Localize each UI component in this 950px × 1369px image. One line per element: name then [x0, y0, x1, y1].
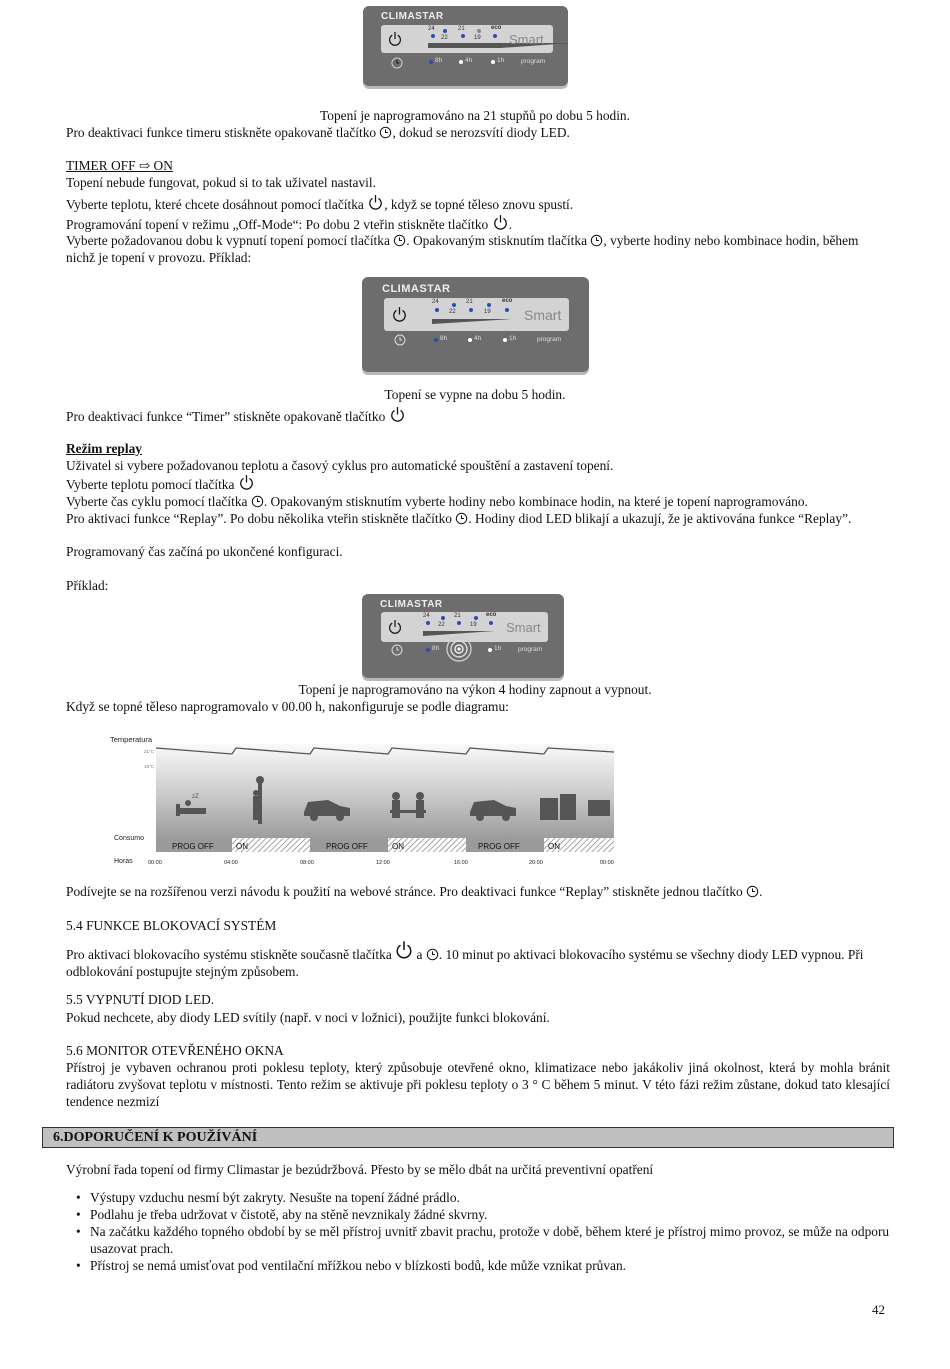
caption-1: Topení je naprogramováno na 21 stupňů po dobu 5 hodin. — [320, 108, 630, 123]
segment-label: PROG OFF — [172, 842, 214, 851]
power-icon — [389, 406, 406, 423]
replay-schedule-diagram — [108, 730, 620, 870]
timer-icon — [393, 234, 406, 247]
svg-text:19°C: 19°C — [144, 764, 155, 769]
timer-button-icon — [391, 644, 403, 656]
consumption-bar — [156, 838, 614, 852]
temperature-ramp — [428, 43, 568, 48]
list-item: • Výstupy vzduchu nesmí být zakryty. Nesušte na topení žádné prádlo. — [90, 1189, 916, 1206]
section-heading-5-6: 5.6 MONITOR OTEVŘENÉHO OKNA — [66, 1043, 284, 1058]
svg-text:20:00: 20:00 — [529, 860, 543, 866]
timer-icon — [251, 495, 264, 508]
list-item: • Podlahu je třeba udržovat v čistotě, aby na stěně nevznikaly žádné skvrny. — [90, 1206, 916, 1223]
power-icon — [367, 194, 384, 211]
list-item: • Přístroj se nemá umisťovat pod ventilační mřížkou nebo v blízkosti bodů, kde může vznikat průvan. — [90, 1257, 916, 1274]
diagram-consumo-label: Consumo — [114, 835, 144, 842]
section-6-header: 6.DOPORUČENÍ K POUŽÍVÁNÍ — [42, 1127, 894, 1148]
diagram-background — [156, 744, 614, 840]
list-item: • Na začátku každého topného období by se měl přístroj uvnitř zbavit prachu, protože v době, během které je přístroj mimo provoz, se může na odporu usazovat prach. — [90, 1223, 916, 1257]
segment-label: ON — [236, 842, 248, 851]
paragraph: Přístroj je vybaven ochranou proti poklesu teploty, který způsobuje otevřené okno, klimatizace nebo jakákoliv jiná okolnost, která by mohla bránit radiátoru zvyšovat teplotu v místnosti. Tento režim se aktivuje při poklesu teploty o 3 ° C během 5 minut. V této fázi režim zůstane, dokud tato klesající tendence nezmizí — [66, 1060, 890, 1109]
svg-text:04:00: 04:00 — [224, 860, 238, 866]
panel-brand: CLIMASTAR — [381, 11, 444, 22]
caption-2: Topení se vypne na dobu 5 hodin. — [384, 387, 566, 402]
timer-icon — [455, 512, 468, 525]
svg-text:00:00: 00:00 — [600, 860, 614, 866]
power-icon — [492, 214, 509, 231]
timer-icon — [590, 234, 603, 247]
svg-text:16:00: 16:00 — [454, 860, 468, 866]
control-panel-image: CLIMASTAR 24 21 eco 22 19 Smart 8h 4h 1h program — [362, 277, 589, 372]
timer-icon — [746, 885, 759, 898]
page-number: 42 — [872, 1302, 885, 1317]
segment-label: ON — [392, 842, 404, 851]
segment-label: PROG OFF — [478, 842, 520, 851]
timer-button-icon — [391, 57, 403, 69]
control-panel-image: CLIMASTAR 24 21 eco 22 19 Smart 8h 4h 1h program — [363, 6, 568, 86]
power-button-icon — [392, 306, 407, 323]
segment-label: PROG OFF — [326, 842, 368, 851]
power-button-icon — [388, 31, 402, 47]
power-button-icon — [388, 619, 402, 635]
section-heading-timer: TIMER OFF ⇨ ON — [66, 158, 173, 173]
section-heading-replay: Režim replay — [66, 441, 142, 456]
diagram-temperature-label: Temperatura — [110, 735, 153, 744]
timer-icon — [426, 948, 439, 961]
svg-text:12:00: 12:00 — [376, 860, 390, 866]
section-heading-5-5: 5.5 VYPNUTÍ DIOD LED. — [66, 992, 215, 1007]
timer-icon — [379, 126, 392, 139]
svg-text:00:00: 00:00 — [148, 860, 162, 866]
svg-text:21°C: 21°C — [144, 749, 155, 754]
panel-display: 24 21 eco 22 19 Smart — [381, 25, 553, 53]
blinking-led-icon — [446, 636, 472, 662]
paragraph: Pro deaktivaci funkce timeru stiskněte opakovaně tlačítko , dokud se nerozsvítí diody LED. — [66, 125, 570, 140]
timer-button-icon — [394, 334, 406, 346]
svg-text:08:00: 08:00 — [300, 860, 314, 866]
temperature-ramp — [432, 319, 512, 324]
svg-text:zZ: zZ — [192, 794, 199, 800]
control-panel-image: CLIMASTAR 24 21 eco 22 19 Smart 8h 1h program — [362, 594, 564, 678]
section-heading-5-4: 5.4 FUNKCE BLOKOVACÍ SYSTÉM — [66, 918, 277, 933]
segment-label: ON — [548, 842, 560, 851]
diagram-horas-label: Horas — [114, 858, 133, 865]
arrow-right-icon: ⇨ — [138, 158, 151, 173]
power-icon — [395, 940, 413, 960]
caption-3: Topení je naprogramováno na výkon 4 hodiny zapnout a vypnout. — [298, 682, 652, 697]
power-icon — [238, 474, 255, 491]
recommendations-list — [66, 1189, 916, 1274]
